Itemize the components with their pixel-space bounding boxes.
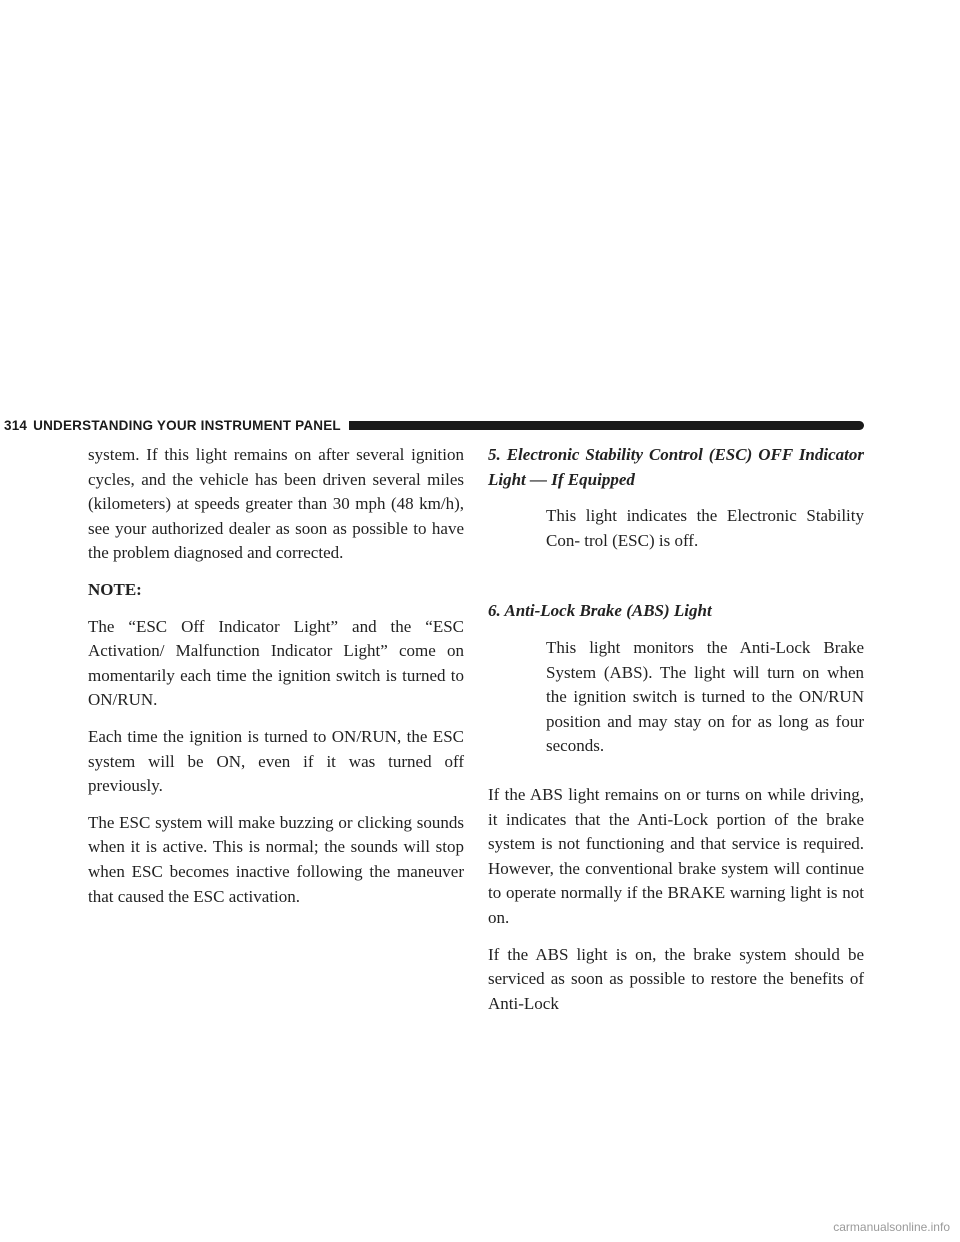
note-paragraph-indicators: The “ESC Off Indicator Light” and the “ESC Activation/ Malfunction Indicator Light” come on momentarily each time the ignition switch is turned to ON/RUN. bbox=[88, 616, 464, 710]
abs-indicator-block bbox=[488, 636, 864, 771]
esc-off-description: This light indicates the Electronic Stability Con- trol (ESC) is off. bbox=[546, 506, 864, 550]
esc-continued-paragraph: system. If this light remains on after several ignition cycles, and the vehicle has been driven several miles (kilometers) at speeds greater than 30 mph (48 km/h), see your authorized dealer as soon as possible to have the problem diagnosed and corrected. bbox=[88, 445, 464, 563]
abs-warning-icon bbox=[488, 636, 546, 680]
esc-off-heading: 5. Electronic Stability Control (ESC) OFF Indicator Light — If Equipped bbox=[488, 445, 864, 489]
right-column bbox=[488, 443, 864, 1028]
section-title: UNDERSTANDING YOUR INSTRUMENT PANEL bbox=[33, 417, 341, 433]
left-column bbox=[88, 443, 464, 921]
section-spacer bbox=[488, 577, 864, 599]
page-number: 314 bbox=[4, 417, 28, 433]
esc-off-indicator-icon bbox=[488, 504, 546, 548]
page-header bbox=[4, 415, 864, 435]
abs-paragraph-driving: If the ABS light remains on or turns on while driving, it indicates that the Anti-Lock portion of the brake system is not functioning and that service is required. However, the conventional brake system will continue to operate normally if the BRAKE warning light is not on. bbox=[488, 784, 864, 927]
note-paragraph-sounds: The ESC system will make buzzing or clicking sounds when it is active. This is normal; the sounds will stop when ESC becomes inactive following the maneuver that caused the ESC activation. bbox=[88, 812, 464, 906]
note-label: NOTE: bbox=[88, 579, 142, 599]
abs-description: This light monitors the Anti-Lock Brake System (ABS). The light will turn on when the ignition switch is turned to the ON/RUN position and may stay on for as long as four seconds. bbox=[546, 637, 864, 756]
esc-off-indicator-block bbox=[488, 504, 864, 565]
site-watermark: carmanualsonline.info bbox=[833, 1220, 950, 1234]
abs-heading: 6. Anti-Lock Brake (ABS) Light bbox=[488, 601, 712, 621]
note-paragraph-ignition: Each time the ignition is turned to ON/RUN, the ESC system will be ON, even if it was turned off previously. bbox=[88, 726, 464, 796]
header-rule bbox=[349, 421, 864, 430]
abs-paragraph-service: If the ABS light is on, the brake system should be serviced as soon as possible to restore the benefits of Anti-Lock bbox=[488, 944, 864, 1013]
